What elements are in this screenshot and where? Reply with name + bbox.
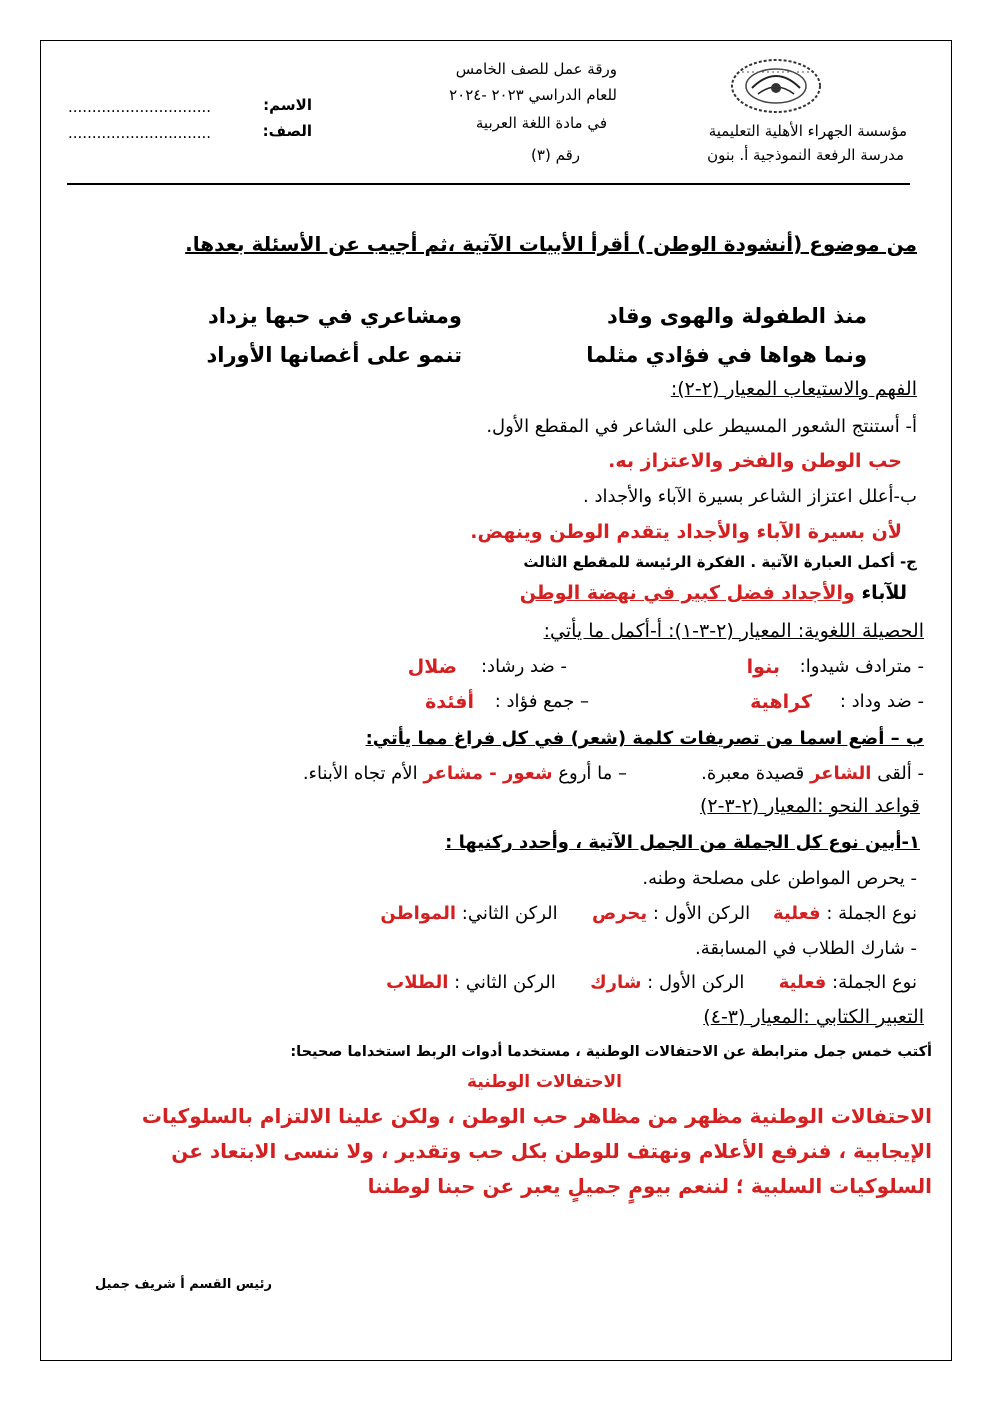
first-pillar-answer: يحرص — [592, 903, 648, 924]
answer-c — [520, 582, 907, 604]
language-heading: الحصيلة اللغوية: المعيار (٢-٣-١): أ-أكمل ما يأتي: — [543, 620, 924, 642]
answer-a: حب الوطن والفخر والاعتزاز به. — [608, 450, 902, 472]
plural-answer: أفئدة — [425, 691, 474, 713]
answer-c-start: للآباء — [861, 582, 907, 604]
derivation-1-end: قصيدة معبرة. — [701, 763, 805, 784]
intro-instruction: من موضوع (أنشودة الوطن ) أقرأ الأبيات الآتية ،ثم أجيب عن الأسئلة بعدها. — [185, 232, 917, 256]
antonym-question-1: - ضد رشاد: — [480, 656, 567, 677]
answer-c-rest: والأجداد فضل كبير في نهضة الوطن — [519, 582, 855, 604]
comprehension-heading: الفهم والاستيعاب المعيار (٢-٢): — [670, 378, 917, 400]
essay-title: الاحتفالات الوطنية — [466, 1072, 622, 1092]
second-pillar-label: الركن الثاني: — [461, 903, 558, 924]
first-pillar-label: الركن الأول : — [652, 903, 751, 924]
worksheet-number: رقم (٣) — [531, 146, 580, 164]
name-label: الاسم: — [263, 96, 312, 114]
question-a: أ- أستنتج الشعور المسيطر على الشاعر في المقطع الأول. — [486, 416, 917, 437]
sentence-1-analysis — [380, 903, 917, 924]
question-b: ب-أعلل اعتزاز الشاعر بسيرة الآباء والأجداد . — [583, 486, 917, 507]
institution-name: مؤسسة الجهراء الأهلية التعليمية — [708, 122, 907, 140]
poem-line2-second: تنمو على أغصانها الأوراد — [206, 343, 462, 367]
question-c: ج- أكمل العبارة الآتية . الفكرة الرئيسة للمقطع الثالث — [523, 553, 917, 571]
grammar-sentence-1: - يحرص المواطن على مصلحة وطنه. — [642, 868, 917, 889]
second-pillar-answer: الطلاب — [386, 972, 449, 993]
header-divider — [67, 183, 910, 185]
essay-line-3: السلوكيات السلبية ؛ لننعم بيومٍ جميلٍ يعبر عن حبنا لوطننا — [367, 1174, 932, 1198]
derivation-2-end: الأم تجاه الأبناء. — [302, 763, 418, 784]
sentence-type-answer: فعلية — [773, 903, 821, 924]
poem-line1-second: ومشاعري في حبها يزداد — [207, 304, 462, 328]
subject: في مادة اللغة العربية — [475, 114, 607, 132]
sentence-2-analysis — [386, 972, 917, 993]
essay-line-1: الاحتفالات الوطنية مظهر من مظاهر حب الوطن ، ولكن علينا الالتزام بالسلوكيات — [141, 1104, 932, 1128]
derivation-sentence-1 — [701, 763, 924, 784]
sentence-type-label: نوع الجملة: — [832, 972, 917, 993]
antonym-answer-1: ضلال — [407, 656, 457, 678]
second-pillar-answer: المواطن — [380, 903, 457, 924]
derivation-sentence-2 — [303, 763, 627, 784]
school-logo-icon — [722, 52, 830, 116]
poem-line1-first: منذ الطفولة والهوى وقاد — [607, 304, 867, 328]
first-pillar-answer: شارك — [590, 972, 642, 993]
synonym-question: - مترادف شيدوا: — [799, 656, 924, 677]
second-pillar-label: الركن الثاني : — [454, 972, 556, 993]
antonym-answer-2: كراهية — [750, 691, 812, 713]
sentence-type-answer: فعلية — [778, 972, 827, 993]
grammar-sentence-2: - شارك الطلاب في المسابقة. — [695, 938, 917, 959]
poem-line2-first: ونما هواها في فؤادي مثلما — [586, 343, 867, 367]
derivation-2-start: – ما أروع — [558, 763, 627, 784]
department-head-signature: رئيس القسم أ شريف جميل — [95, 1277, 272, 1292]
grammar-heading: قواعد النحو :المعيار (٢-٣-٢) — [699, 795, 920, 817]
school-year: للعام الدراسي ٢٠٢٣ -٢٠٢٤ — [449, 86, 617, 104]
plural-question: – جمع فؤاد : — [494, 691, 589, 712]
name-field[interactable]: .............................. — [68, 98, 212, 116]
derivation-heading: ب – أضع اسما من تصريفات كلمة (شعر) في كل فراغ مما يأتي: — [365, 728, 924, 749]
writing-heading: التعبير الكتابي :المعيار (٣-٤) — [703, 1006, 924, 1028]
school-name: مدرسة الرفعة النموذجية أ. بنون — [707, 146, 904, 164]
derivation-1-answer: الشاعر — [809, 763, 872, 784]
writing-prompt: أكتب خمس جمل مترابطة عن الاحتفالات الوطنية ، مستخدما أدوات الربط استخداما صحيحا: — [290, 1044, 932, 1060]
synonym-answer: بنوا — [746, 656, 780, 678]
first-pillar-label: الركن الأول : — [647, 972, 745, 993]
class-field[interactable]: .............................. — [68, 124, 212, 142]
grammar-question: ١-أبين نوع كل الجملة من الجمل الآتية ، وأحدد ركنيها : — [445, 832, 920, 853]
answer-b: لأن بسيرة الآباء والأجداد يتقدم الوطن وينهض. — [470, 521, 902, 543]
sentence-type-label: نوع الجملة : — [826, 903, 917, 924]
class-label: الصف: — [262, 122, 312, 140]
essay-line-2: الإيجابية ، فنرفع الأعلام ونهتف للوطن بكل حب وتقدير ، ولا ننسى الابتعاد عن — [171, 1139, 932, 1163]
derivation-1-start: - ألقى — [877, 763, 924, 784]
worksheet-title: ورقة عمل للصف الخامس — [455, 60, 617, 78]
antonym-question-2: - ضد وداد : — [839, 691, 924, 712]
derivation-2-answer: شعور - مشاعر — [423, 763, 553, 784]
